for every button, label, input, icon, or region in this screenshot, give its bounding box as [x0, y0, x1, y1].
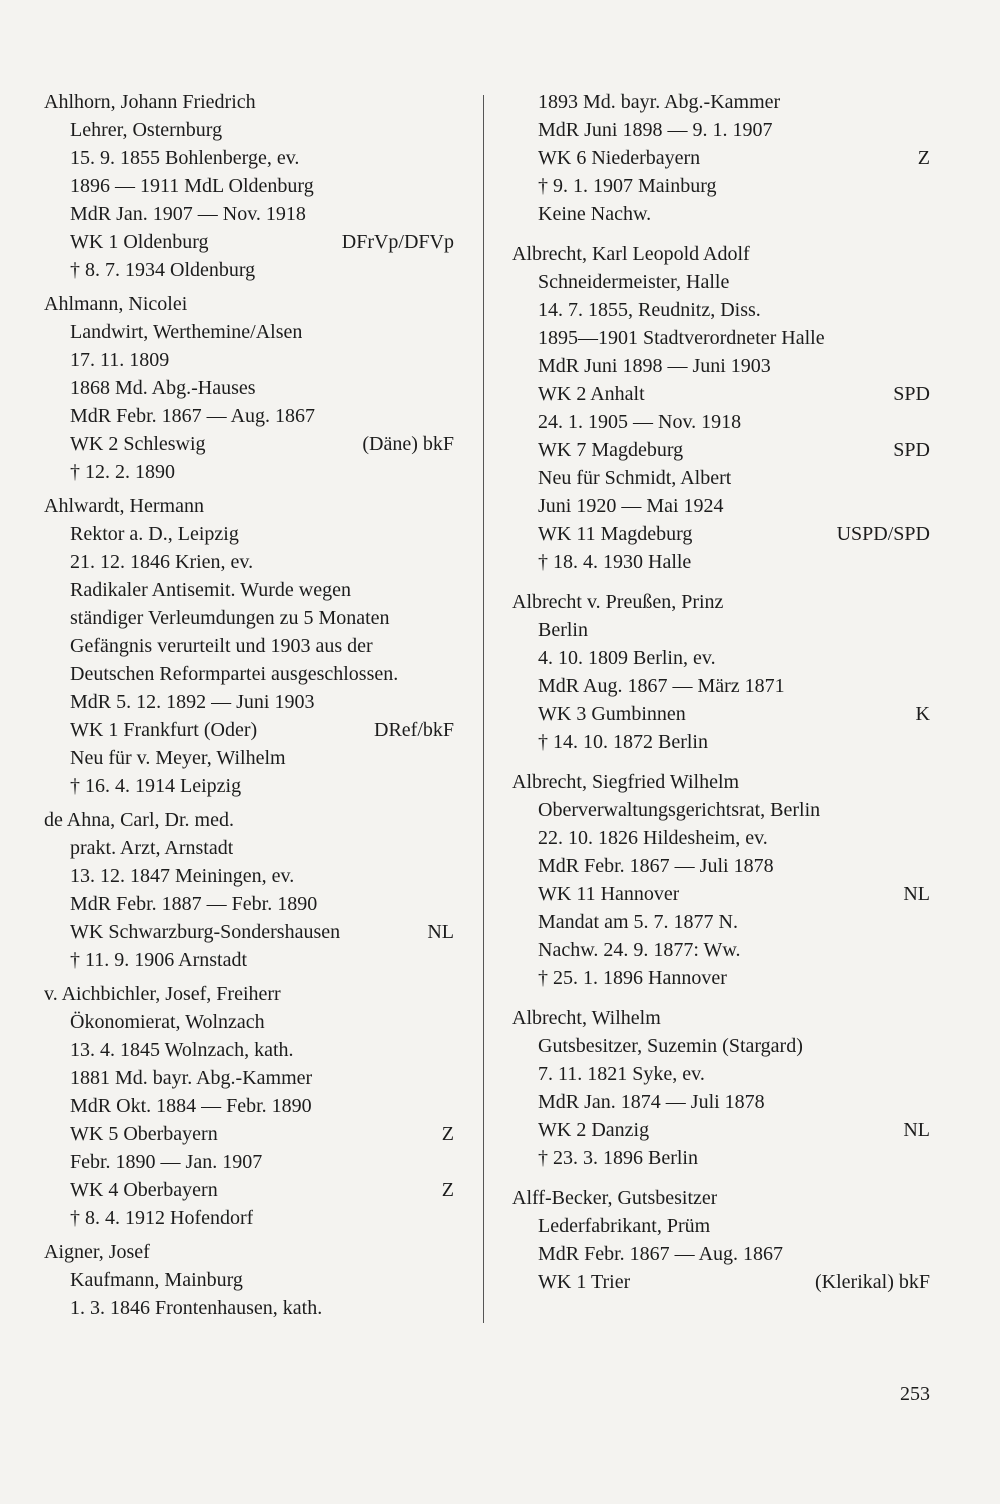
entry-line-text: † 12. 2. 1890 [70, 461, 175, 483]
entry-line [512, 324, 930, 352]
entry-line-text: † 25. 1. 1896 Hannover [538, 967, 727, 989]
entry-line [44, 430, 454, 458]
entry-line-text: MdR Febr. 1887 — Febr. 1890 [70, 893, 318, 915]
entry-line-text: WK 5 Oberbayern [70, 1123, 218, 1145]
entry-line-text: 4. 10. 1809 Berlin, ev. [538, 647, 716, 669]
entry-line-text: Schneidermeister, Halle [538, 271, 730, 293]
party-label: (Klerikal) bkF [815, 1271, 930, 1293]
entry-line-text: † 11. 9. 1906 Arnstadt [70, 949, 248, 971]
entry-line-text: Landwirt, Werthemine/Alsen [70, 321, 303, 343]
entry [512, 756, 930, 992]
entry-line [44, 458, 454, 486]
entry-line [44, 402, 454, 430]
entry-name [512, 1184, 930, 1212]
entry-line-text: Neu für Schmidt, Albert [538, 467, 732, 489]
entry-name-text: Albrecht, Siegfried Wilhelm [512, 771, 740, 793]
entry-line [44, 1120, 454, 1148]
entry-name-text: Ahlwardt, Hermann [44, 495, 204, 517]
entry-line [512, 1240, 930, 1268]
entry-line [512, 492, 930, 520]
entry-name [44, 806, 454, 834]
entry-line [512, 824, 930, 852]
entry-line-text: 1895—1901 Stadtverordneter Halle [538, 327, 825, 349]
entry-line [512, 436, 930, 464]
entry-line-text: † 8. 7. 1934 Oldenburg [70, 259, 256, 281]
entry-line-text: MdR Febr. 1867 — Aug. 1867 [538, 1243, 784, 1265]
entry-name-text: v. Aichbichler, Josef, Freiherr [44, 983, 281, 1005]
entry-line [512, 1268, 930, 1296]
entry-line-text: WK 1 Frankfurt (Oder) [70, 719, 258, 741]
entry-line [512, 200, 930, 228]
entry-line [44, 1176, 454, 1204]
entry-line-text: † 18. 4. 1930 Halle [538, 551, 692, 573]
entry-line-text: MdR Febr. 1867 — Aug. 1867 [70, 405, 316, 427]
entry-line-text: Radikaler Antisemit. Wurde wegen [70, 579, 351, 601]
entry-name-text: de Ahna, Carl, Dr. med. [44, 809, 234, 831]
entry-line [44, 1092, 454, 1120]
entry-line [512, 548, 930, 576]
entry-line [44, 144, 454, 172]
entry-line [44, 1008, 454, 1036]
entry-line [44, 346, 454, 374]
entry-name-text: Alff-Becker, Gutsbesitzer [512, 1187, 718, 1209]
entry-line [44, 548, 454, 576]
entry-line [512, 116, 930, 144]
entry-line-text: † 16. 4. 1914 Leipzig [70, 775, 242, 797]
entry-line-text: MdR Juni 1898 — Juni 1903 [538, 355, 771, 377]
party-label: USPD/SPD [836, 523, 930, 545]
entry [44, 284, 454, 486]
entry-line [44, 660, 454, 688]
entry-line [44, 520, 454, 548]
left-column [44, 88, 454, 1322]
entry-line-text: 1893 Md. bayr. Abg.-Kammer [538, 91, 781, 113]
entry-line-text: MdR Jan. 1907 — Nov. 1918 [70, 203, 306, 225]
entry-line-text: MdR Juni 1898 — 9. 1. 1907 [538, 119, 773, 141]
entry-line [512, 700, 930, 728]
entry-name-text: Ahlhorn, Johann Friedrich [44, 91, 256, 113]
entry-name [512, 588, 930, 616]
entry-line-text: Oberverwaltungsgerichtsrat, Berlin [538, 799, 821, 821]
party-label: DFrVp/DFVp [341, 231, 454, 253]
entry-line-text: MdR 5. 12. 1892 — Juni 1903 [70, 691, 315, 713]
entry-name-text: Albrecht, Wilhelm [512, 1007, 661, 1029]
entry-line-text: Gefängnis verurteilt und 1903 aus der [70, 635, 373, 657]
entry-line [512, 964, 930, 992]
entry-line-text: 7. 11. 1821 Syke, ev. [538, 1063, 705, 1085]
entry-line [512, 796, 930, 824]
entry-line [44, 228, 454, 256]
entry [512, 88, 930, 228]
entry-line [44, 946, 454, 974]
entry-line-text: Deutschen Reformpartei ausgeschlossen. [70, 663, 399, 685]
entry-line-text: Mandat am 5. 7. 1877 N. [538, 911, 738, 933]
entry-line [512, 464, 930, 492]
entry-line-text: Berlin [538, 619, 588, 641]
entry [512, 228, 930, 576]
entry-line [512, 296, 930, 324]
entry-line [44, 1036, 454, 1064]
entry-line [512, 352, 930, 380]
entry-name [44, 88, 454, 116]
entry-line-text: WK 7 Magdeburg [538, 439, 684, 461]
entry-line-text: WK 11 Magdeburg [538, 523, 693, 545]
party-label: Z [441, 1123, 454, 1145]
entry-line [44, 918, 454, 946]
entry-line [512, 268, 930, 296]
entry-line-text: Lehrer, Osternburg [70, 119, 223, 141]
entry-line-text: Febr. 1890 — Jan. 1907 [70, 1151, 263, 1173]
entry-line-text: ständiger Verleumdungen zu 5 Monaten [70, 607, 390, 629]
entry-line [512, 1088, 930, 1116]
entry-line [512, 1144, 930, 1172]
entry-line-text: prakt. Arzt, Arnstadt [70, 837, 234, 859]
entry-line-text: 17. 11. 1809 [70, 349, 170, 371]
entry-line [44, 172, 454, 200]
entry-line-text: 22. 10. 1826 Hildesheim, ev. [538, 827, 768, 849]
entry-line [44, 890, 454, 918]
entry-line-text: 14. 7. 1855, Reudnitz, Diss. [538, 299, 761, 321]
entry-line [44, 576, 454, 604]
entry-line-text: 15. 9. 1855 Bohlenberge, ev. [70, 147, 300, 169]
entry [512, 1172, 930, 1296]
entry-line [44, 1294, 454, 1322]
party-label: SPD [893, 383, 930, 405]
entry-line-text: Ökonomierat, Wolnzach [70, 1011, 265, 1033]
entry-line [44, 374, 454, 402]
entry-line [512, 852, 930, 880]
entry-line [512, 380, 930, 408]
entry-line-text: Keine Nachw. [538, 203, 652, 225]
entry-line-text: Rektor a. D., Leipzig [70, 523, 239, 545]
entry-line [44, 1204, 454, 1232]
entry-line-text: WK 6 Niederbayern [538, 147, 701, 169]
entry-line-text: MdR Okt. 1884 — Febr. 1890 [70, 1095, 312, 1117]
entry-line-text: WK 1 Oldenburg [70, 231, 209, 253]
entry-line-text: WK 4 Oberbayern [70, 1179, 218, 1201]
entry-line [512, 520, 930, 548]
entry-line-text: Juni 1920 — Mai 1924 [538, 495, 724, 517]
entry-line [44, 716, 454, 744]
party-label: K [915, 703, 930, 725]
party-label: NL [903, 883, 930, 905]
entry-line-text: WK 2 Danzig [538, 1119, 650, 1141]
entry-line-text: WK 2 Schleswig [70, 433, 206, 455]
entry-line-text: WK 2 Anhalt [538, 383, 645, 405]
entry-line [44, 1064, 454, 1092]
entry-line [512, 728, 930, 756]
entry-name [512, 240, 930, 268]
entry-line-text: Lederfabrikant, Prüm [538, 1215, 711, 1237]
entry-line [512, 936, 930, 964]
entry-line-text: MdR Jan. 1874 — Juli 1878 [538, 1091, 765, 1113]
entry-line [44, 744, 454, 772]
entry-line [512, 172, 930, 200]
entry-line [44, 632, 454, 660]
entry-line [512, 1032, 930, 1060]
entry-line-text: † 9. 1. 1907 Mainburg [538, 175, 717, 197]
entry-line-text: Nachw. 24. 9. 1877: Ww. [538, 939, 741, 961]
entry-line [512, 672, 930, 700]
entry-line [512, 880, 930, 908]
entry-name [512, 1004, 930, 1032]
entry-line [512, 1212, 930, 1240]
right-column [512, 88, 930, 1296]
entry-line-text: 21. 12. 1846 Krien, ev. [70, 551, 254, 573]
entry-line-text: † 14. 10. 1872 Berlin [538, 731, 708, 753]
entry-line [512, 1116, 930, 1144]
entry-line-text: WK 1 Trier [538, 1271, 631, 1293]
entry-line-text: MdR Aug. 1867 — März 1871 [538, 675, 785, 697]
entry-line [44, 1148, 454, 1176]
party-label: NL [427, 921, 454, 943]
page-number: 253 [900, 1383, 930, 1405]
entry [44, 486, 454, 800]
entry-name [44, 492, 454, 520]
entry-line [512, 908, 930, 936]
party-label: (Däne) bkF [362, 433, 454, 455]
entry-name [44, 980, 454, 1008]
entry-line [44, 604, 454, 632]
entry-line [44, 688, 454, 716]
party-label: DRef/bkF [374, 719, 454, 741]
entry [512, 992, 930, 1172]
entry-line-text: 13. 12. 1847 Meiningen, ev. [70, 865, 295, 887]
entry-line [44, 318, 454, 346]
entry-line [44, 256, 454, 284]
entry [512, 576, 930, 756]
entry-line [512, 1060, 930, 1088]
entry-line-text: WK 11 Hannover [538, 883, 680, 905]
entry-line [44, 862, 454, 890]
party-label: NL [903, 1119, 930, 1141]
entry-line [44, 834, 454, 862]
entry-line-text: Neu für v. Meyer, Wilhelm [70, 747, 286, 769]
party-label: Z [441, 1179, 454, 1201]
entry-line-text: 24. 1. 1905 — Nov. 1918 [538, 411, 742, 433]
party-label: Z [917, 147, 930, 169]
entry [44, 974, 454, 1232]
entry-line [512, 408, 930, 436]
entry [44, 88, 454, 284]
entry-line [512, 616, 930, 644]
entry-line [512, 88, 930, 116]
entry-line [44, 200, 454, 228]
entry-line-text: 1. 3. 1846 Frontenhausen, kath. [70, 1297, 323, 1319]
entry-line [512, 144, 930, 172]
entry-line-text: Kaufmann, Mainburg [70, 1269, 243, 1291]
entry-line-text: Gutsbesitzer, Suzemin (Stargard) [538, 1035, 803, 1057]
entry-name [44, 1238, 454, 1266]
entry-line-text: † 23. 3. 1896 Berlin [538, 1147, 698, 1169]
entry-line-text: WK 3 Gumbinnen [538, 703, 686, 725]
entry-line [44, 1266, 454, 1294]
entry-line [44, 772, 454, 800]
entry-line [44, 116, 454, 144]
entry-line-text: WK Schwarzburg-Sondershausen [70, 921, 341, 943]
entry-line-text: † 8. 4. 1912 Hofendorf [70, 1207, 254, 1229]
entry-name [44, 290, 454, 318]
entry-line-text: 1868 Md. Abg.-Hauses [70, 377, 256, 399]
entry-name-text: Ahlmann, Nicolei [44, 293, 188, 315]
entry-name-text: Albrecht v. Preußen, Prinz [512, 591, 724, 613]
entry-line-text: 13. 4. 1845 Wolnzach, kath. [70, 1039, 294, 1061]
entry-line-text: MdR Febr. 1867 — Juli 1878 [538, 855, 774, 877]
entry-name-text: Albrecht, Karl Leopold Adolf [512, 243, 750, 265]
entry [44, 800, 454, 974]
party-label: SPD [893, 439, 930, 461]
entry-line-text: 1896 — 1911 MdL Oldenburg [70, 175, 314, 197]
entry [44, 1232, 454, 1322]
column-divider [483, 95, 484, 1323]
entry-name [512, 768, 930, 796]
entry-line [512, 644, 930, 672]
entry-name-text: Aigner, Josef [44, 1241, 150, 1263]
entry-line-text: 1881 Md. bayr. Abg.-Kammer [70, 1067, 313, 1089]
